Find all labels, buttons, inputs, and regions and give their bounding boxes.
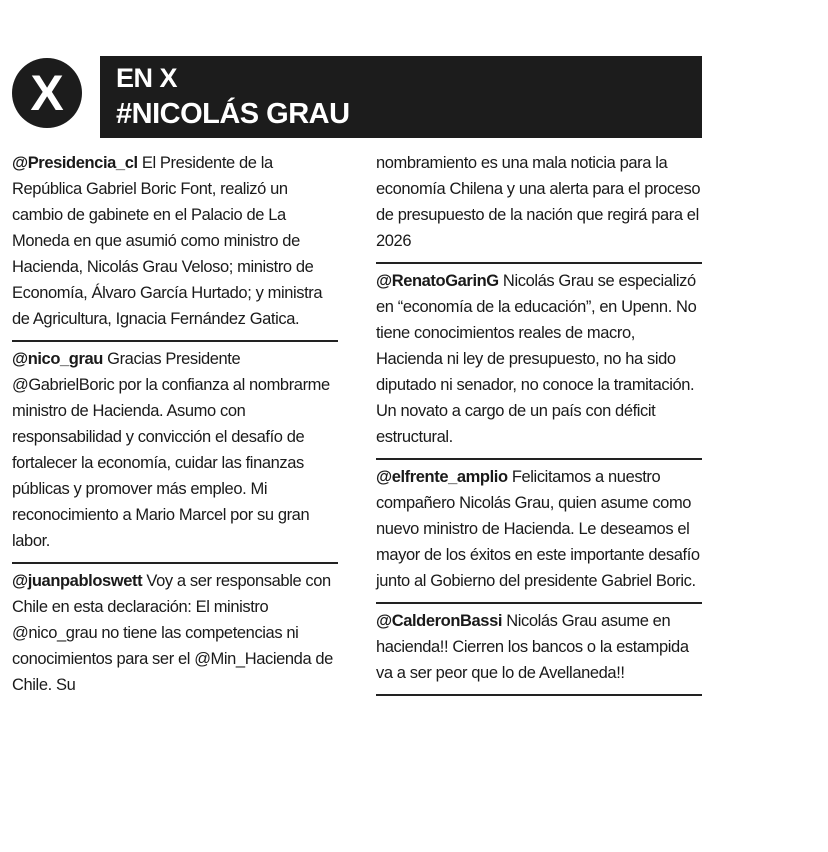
post-presidencia — [12, 150, 338, 342]
post-text: Felicitamos a nuestro compañero Nicolás Grau, quien asume como nuevo ministro de Hacienda. Le deseamos el mayor de los éxitos en este importante desafío junto al Gobierno del presidente Gabriel Boric. — [376, 468, 700, 590]
post-calderonbassi — [376, 604, 702, 696]
post-text: El Presidente de la República Gabriel Boric Font, realizó un cambio de gabinete en el Palacio de La Moneda en que asumió como ministro de Hacienda, Nicolás Grau Veloso; ministro de Economía, Álvaro García Hurtado; y ministra de Agricultura, Ignacia Fernández Gatica. — [12, 154, 323, 328]
post-juanpabloswett — [12, 564, 338, 706]
post-renatogaring — [376, 264, 702, 460]
post-juanpabloswett-continued — [376, 150, 702, 264]
post-handle[interactable]: @juanpabloswett — [12, 572, 143, 590]
post-handle[interactable]: @CalderonBassi — [376, 612, 503, 630]
x-logo-icon: X — [12, 58, 82, 128]
post-text: Nicolás Grau asume en hacienda!! Cierren los bancos o la estampida va a ser peor que lo de Avellaneda!! — [376, 612, 689, 682]
title-bar — [100, 56, 702, 138]
post-text: nombramiento es una mala noticia para la economía Chilena y una alerta para el proceso de presupuesto de la nación que regirá para el 2026 — [376, 154, 701, 250]
column-left — [12, 150, 338, 706]
post-elfrente-amplio — [376, 460, 702, 604]
post-handle[interactable]: @Presidencia_cl — [12, 154, 138, 172]
section-header — [12, 56, 702, 138]
post-nico-grau — [12, 342, 338, 564]
post-text: Nicolás Grau se especializó en “economía de la educación”, en Upenn. No tiene conocimientos reales de macro, Hacienda ni ley de presupuesto, no ha sido diputado ni senador, no conoce la tramitación. Un novato a cargo de un país con déficit estructural. — [376, 272, 697, 446]
post-handle[interactable]: @RenatoGarinG — [376, 272, 499, 290]
title-line-1: EN X — [116, 63, 178, 93]
column-right — [376, 150, 702, 696]
post-text: Voy a ser responsable con Chile en esta declaración: El ministro @nico_grau no tiene las competencias ni conocimientos para ser el @Min_Hacienda de Chile. Su — [12, 572, 333, 694]
post-handle[interactable]: @elfrente_amplio — [376, 468, 508, 486]
post-handle[interactable]: @nico_grau — [12, 350, 103, 368]
title-hashtag: #NICOLÁS GRAU — [116, 98, 350, 130]
post-text: Gracias Presidente @GabrielBoric por la confianza al nombrarme ministro de Hacienda. Asumo con responsabilidad y convicción el desafío de fortalecer la economía, cuidar las finanzas públicas y promover más empleo. Mi reconocimiento a Mario Marcel por su gran labor. — [12, 350, 330, 550]
